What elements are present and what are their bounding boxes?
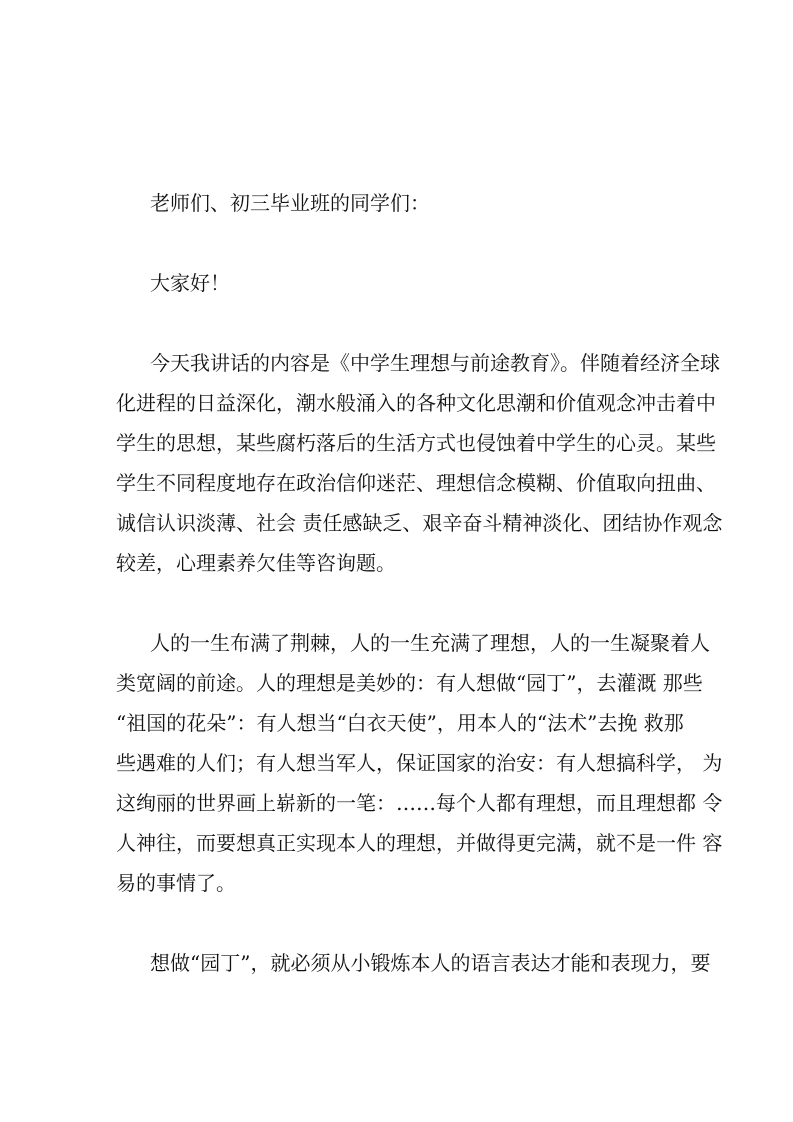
document-page: [116, 183, 723, 1023]
body-paragraph: [116, 343, 723, 583]
text-line: 想做“园丁”，就必须从小锻炼本人的语言表达才能和表现力，要: [150, 951, 711, 975]
text-line: 较差，心理素养欠佳等咨询题。: [116, 551, 396, 575]
text-line: 化进程的日益深化，潮水般涌入的各种文化思潮和价值观念冲击着中: [116, 391, 716, 415]
body-paragraph: [116, 943, 711, 983]
greeting-paragraph: [116, 263, 686, 303]
body-paragraph: [116, 623, 723, 903]
text-line: 诚信认识淡薄、社会 责任感缺乏、艰辛奋斗精神淡化、团结协作观念: [116, 511, 723, 535]
text-line: 人神往，而要想真正实现本人的理想，并做得更完满，就不是一件 容: [116, 831, 723, 855]
text-line: 人的一生布满了荆棘，人的一生充满了理想，人的一生凝聚着人: [150, 631, 710, 655]
text-line: 些遇难的人们；有人想当军人，保证国家的治安：有人想搞科学， 为: [116, 751, 723, 775]
text-line: 易的事情了。: [116, 871, 236, 895]
text-line: 老师们、初三毕业班的同学们：: [150, 191, 430, 215]
text-line: 这绚丽的世界画上崭新的一笔：……每个人都有理想，而且理想都 令: [116, 791, 723, 815]
text-line: “祖国的花朵”：有人想当“白衣天使”，用本人的“法术”去挽 救那: [116, 711, 684, 735]
text-line: 今天我讲话的内容是《中学生理想与前途教育》。伴随着经济全球: [150, 351, 720, 375]
salutation-paragraph: [116, 183, 686, 223]
text-line: 大家好！: [150, 271, 230, 295]
text-line: 类宽阔的前途。人的理想是美妙的：有人想做“园丁”，去灌溉 那些: [116, 671, 703, 695]
text-line: 学生不同程度地存在政治信仰迷茫、理想信念模糊、价值取向扭曲、: [116, 471, 716, 495]
text-line: 学生的思想，某些腐朽落后的生活方式也侵蚀着中学生的心灵。某些: [116, 431, 716, 455]
